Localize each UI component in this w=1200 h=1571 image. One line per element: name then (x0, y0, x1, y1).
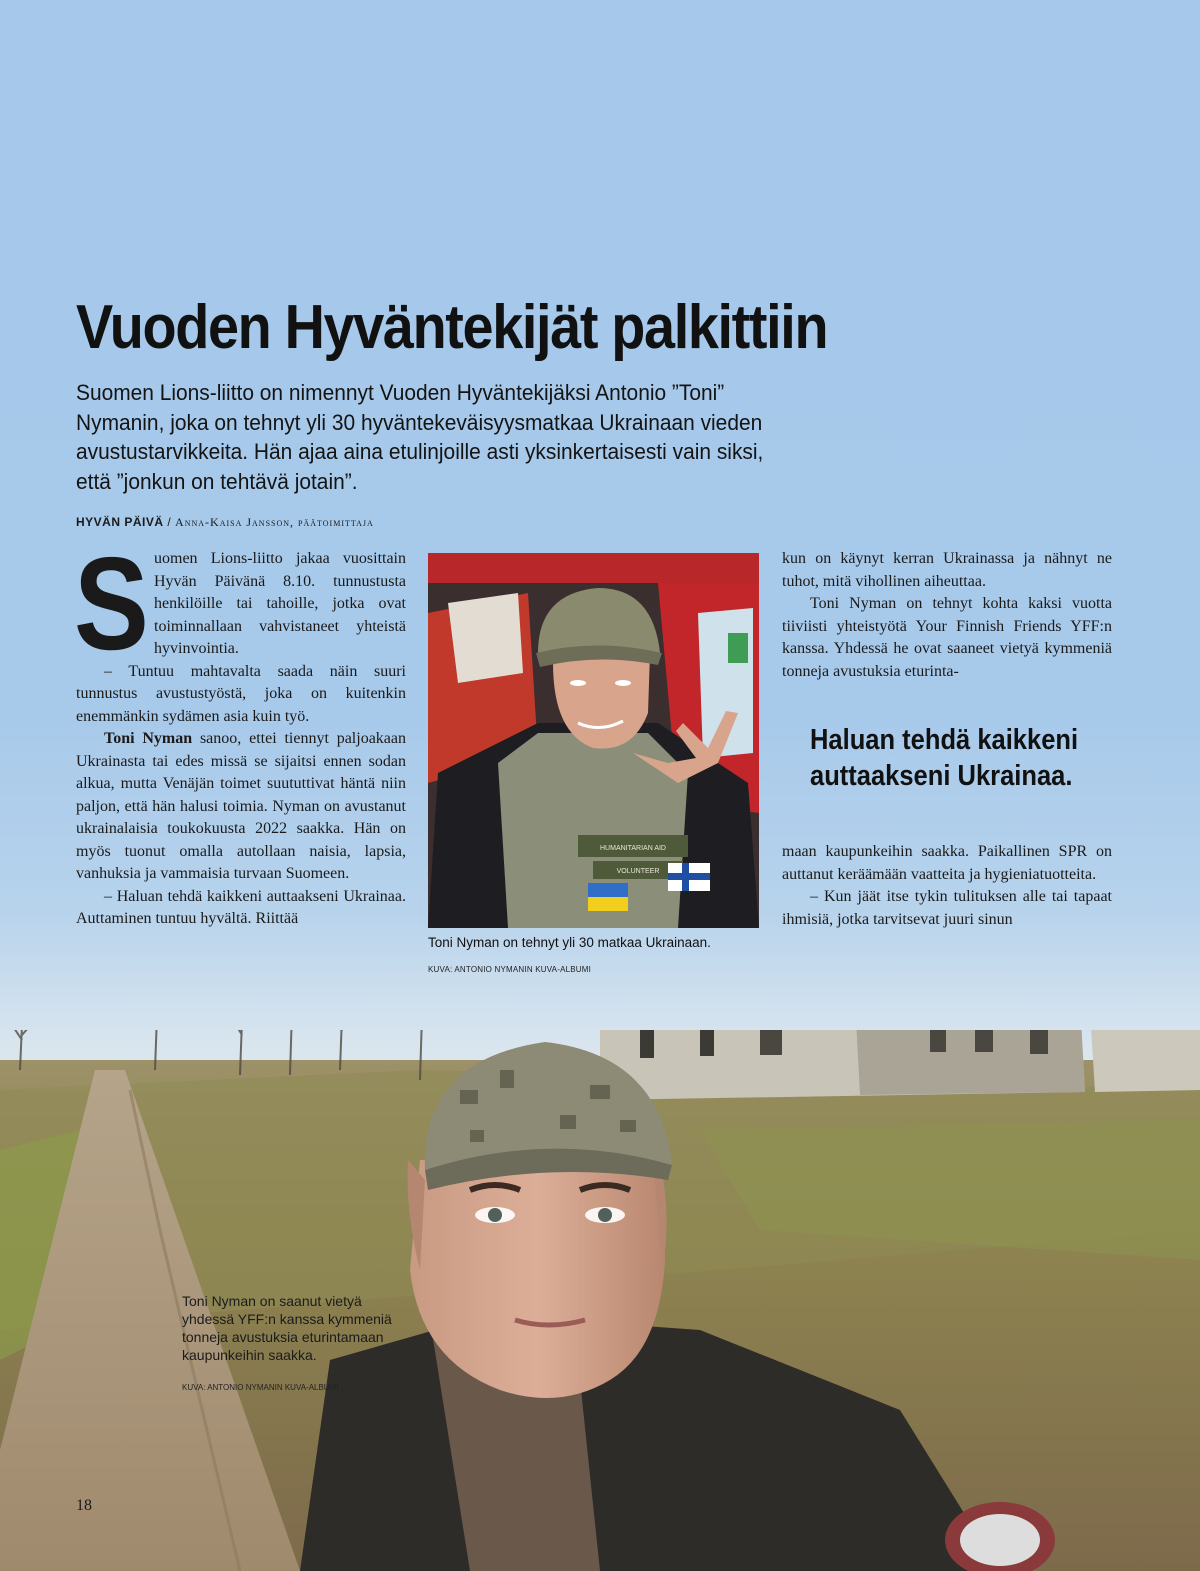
byline-kicker: HYVÄN PÄIVÄ (76, 515, 164, 529)
drop-cap: S (74, 530, 149, 677)
article-headline: Vuoden Hyväntekijät palkittiin (76, 293, 828, 362)
paragraph (76, 728, 406, 886)
paragraph: uomen Lions-liitto jakaa vuosittain Hyvän Päivänä 8.10. tunnustusta henkilöille tai tahoille, jotka ovat toiminnallaan vahvistaneet yhteistä hyvinvointia. (154, 550, 406, 657)
article-column-3-top (782, 548, 1112, 683)
landscape-illustration (0, 1030, 1200, 1571)
background-photo (0, 1030, 1200, 1571)
article-lead: Suomen Lions-liitto on nimennyt Vuoden Hyväntekijäksi Antonio ”Toni” Nymanin, joka on tehnyt yli 30 hyväntekeväisyysmatkaa Ukrainaan vieden avustustarvikkeita. Hän ajaa aina etulinjoille asti yksinkertaisesti vain siksi, että ”jonkun on tehtävä jotain”. (76, 380, 764, 494)
photo-illustration (428, 553, 759, 928)
background-photo-caption: Toni Nyman on saanut vietyä yhdessä YFF:n kanssa kymmeniä tonneja avustuksia eturintamaan kaupunkeihin saakka. (182, 1293, 392, 1363)
photo-caption: Toni Nyman on tehnyt yli 30 matkaa Ukrainaan. (428, 935, 711, 950)
paragraph: – Haluan tehdä kaikkeni auttaakseni Ukrainaa. Auttaminen tuntuu hyvältä. Riittää (76, 887, 406, 927)
photo-credit: KUVA: ANTONIO NYMANIN KUVA-ALBUMI (428, 965, 592, 974)
article-column-3-bottom (782, 841, 1112, 931)
person-name: Toni Nyman (104, 730, 193, 747)
paragraph: maan kaupunkeihin saakka. Paikallinen SPR on auttanut keräämään vaatteita ja hygieniatuotteita. (782, 843, 1112, 883)
byline-separator: / (163, 515, 176, 529)
photo-toni-in-van (428, 553, 759, 928)
byline (76, 515, 374, 530)
page-number: 18 (76, 1497, 92, 1514)
ukraine-flag-patch (588, 883, 628, 911)
paragraph: Toni Nyman on tehnyt kohta kaksi vuotta tiiviisti yhteistyötä Your Finnish Friends YFF:n kanssa. Yhdessä he ovat saaneet vietyä kymmeniä tonneja avustuksia eturinta- (782, 595, 1112, 680)
paragraph: kun on käynyt kerran Ukrainassa ja nähnyt ne tuhot, mitä vihollinen aiheuttaa. (782, 550, 1112, 590)
paragraph-text: sanoo, ettei tiennyt paljoakaan Ukrainasta tai edes missä se sijaitsi ennen sodan alkua, mutta Venäjän toimet suututtivat häntä niin paljon, että hän halusi toimia. Nyman on avustanut ukrainalaisia toukokuusta 2022 saakka. Hän on myös tuonut omalla autollaan naisia, lapsia, vanhuksia ja vammaisia turvaan Suomeen. (76, 730, 406, 882)
pull-quote: Haluan tehdä kaikkeni auttaakseni Ukrainaa. (810, 724, 1079, 792)
finland-flag-patch (668, 863, 710, 891)
ruined-building (600, 1030, 1200, 1100)
paragraph: – Kun jäät itse tykin tulituksen alle tai tapaat ihmisiä, jotka tarvitsevat juuri sinun (782, 888, 1112, 928)
patch-text-2: VOLUNTEER (616, 868, 660, 875)
background-photo-credit: KUVA: ANTONIO NYMANIN KUVA-ALBUMI (182, 1383, 339, 1392)
paragraph: – Tuntuu mahtavalta saada näin suuri tunnustus avustustyöstä, joka on kuitenkin enemmänkin sydämen asia kuin työ. (76, 662, 406, 725)
article-column-1 (74, 530, 406, 931)
byline-author: Anna-Kaisa Jansson, päätoimittaja (175, 515, 374, 529)
patch-text-1: HUMANITARIAN AID (600, 845, 666, 852)
